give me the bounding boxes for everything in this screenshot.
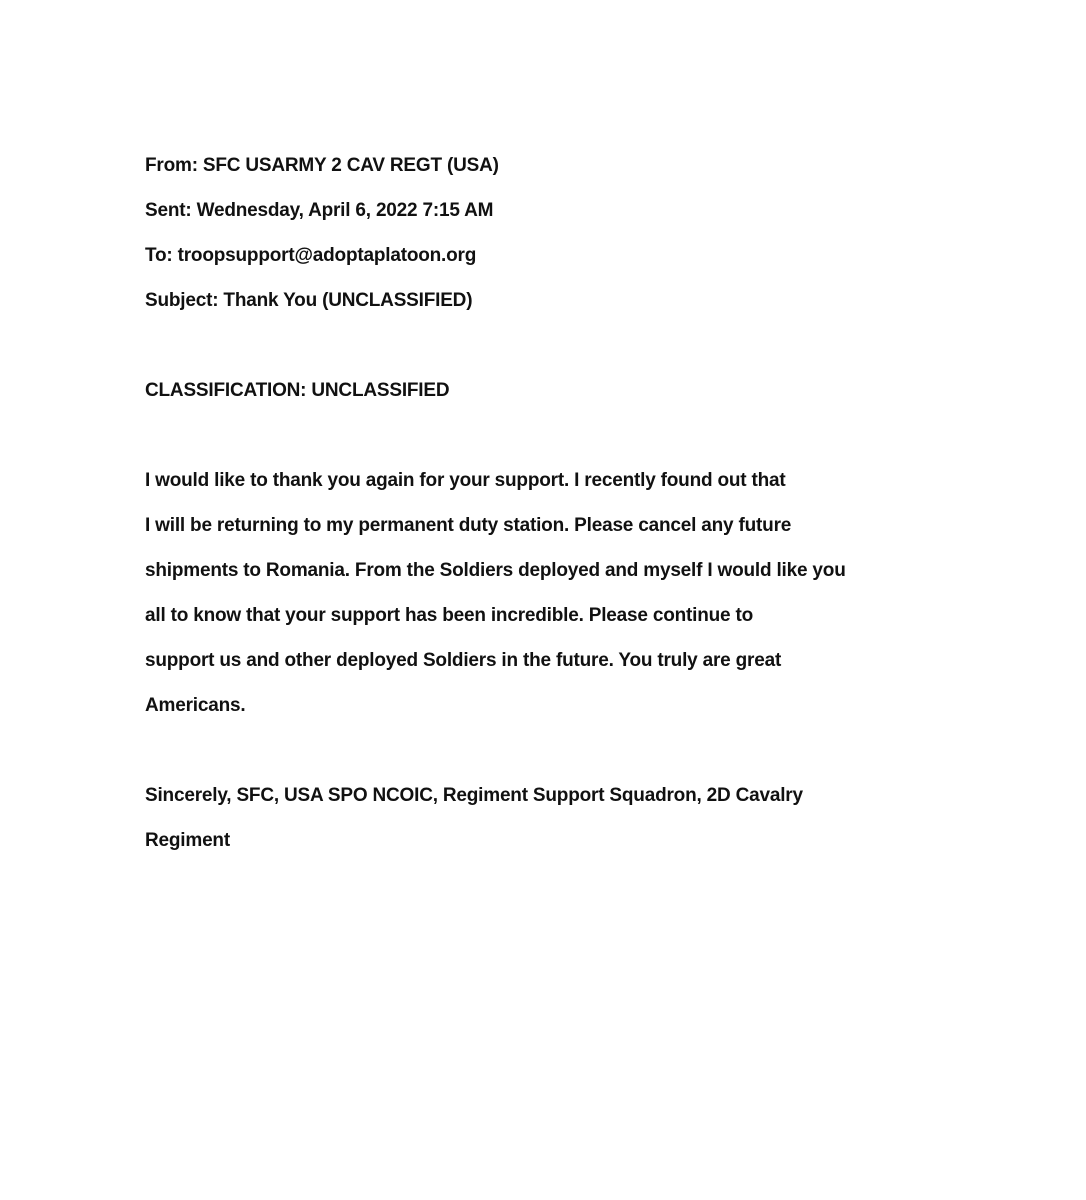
email-from: From: SFC USARMY 2 CAV REGT (USA) [145, 155, 499, 176]
spacer [145, 323, 905, 368]
classification-line: CLASSIFICATION: UNCLASSIFIED [145, 380, 450, 401]
body-line: Americans. [145, 695, 246, 716]
body-line: support us and other deployed Soldiers in the future. You truly are great [145, 650, 782, 671]
email-sent: Sent: Wednesday, April 6, 2022 7:15 AM [145, 200, 494, 221]
email-subject: Subject: Thank You (UNCLASSIFIED) [145, 290, 473, 311]
body-line: I would like to thank you again for your support. I recently found out that [145, 470, 786, 491]
signature-line: Regiment [145, 830, 230, 851]
signature-line: Sincerely, SFC, USA SPO NCOIC, Regiment Support Squadron, 2D Cavalry [145, 785, 803, 806]
body-line: shipments to Romania. From the Soldiers deployed and myself I would like you [145, 560, 846, 581]
spacer [145, 413, 905, 458]
body-line: I will be returning to my permanent duty station. Please cancel any future [145, 515, 792, 536]
email-document [145, 143, 905, 863]
body-line: all to know that your support has been incredible. Please continue to [145, 605, 754, 626]
email-to: To: troopsupport@adoptaplatoon.org [145, 245, 477, 266]
spacer [145, 728, 905, 773]
